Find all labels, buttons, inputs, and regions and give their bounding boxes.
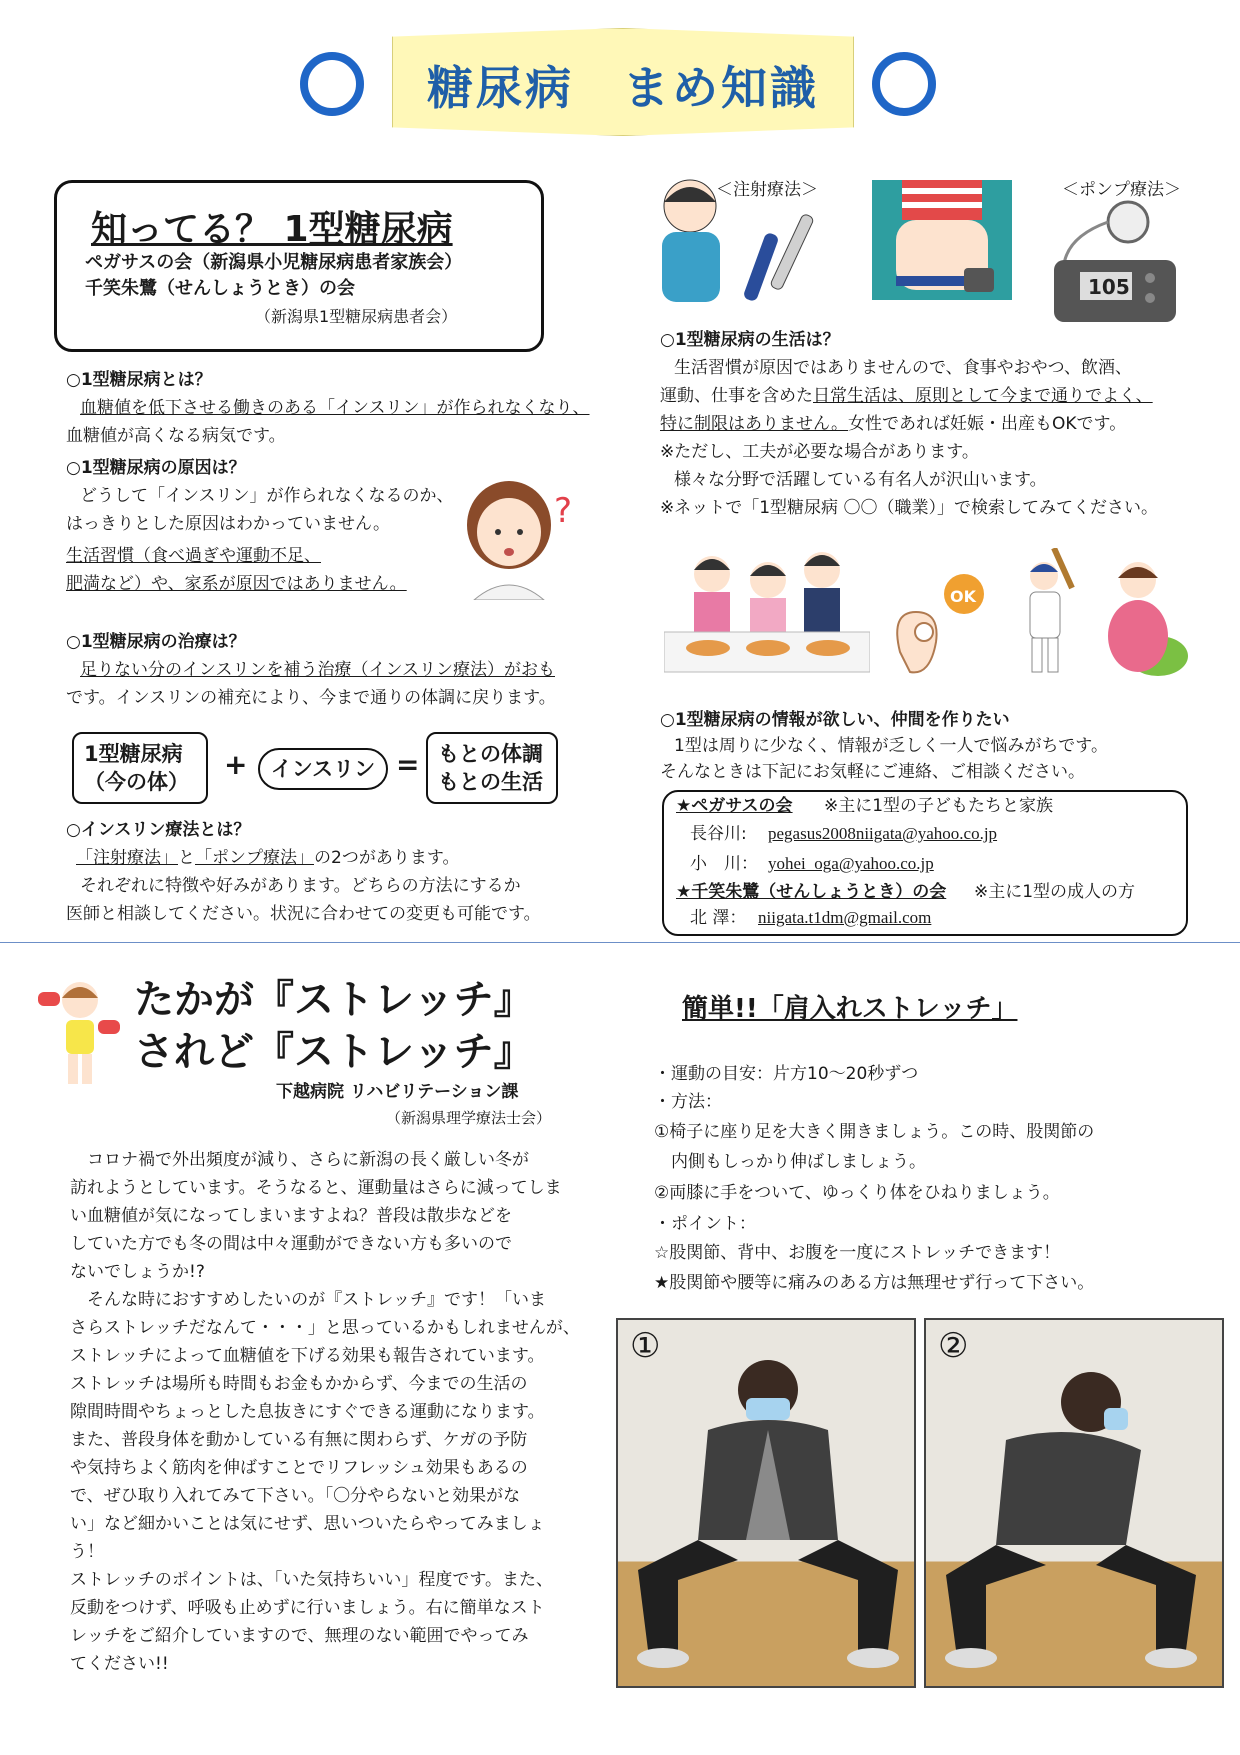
stretch-title-1: たかが『ストレッチ』 [134,977,534,1023]
stretch-author: 下越病院 リハビリテーション課 [276,1082,519,1102]
insulin-therapy-line2: それぞれに特徴や好みがあります。どちらの方法にするか [80,876,521,896]
page-title: 糖尿病 まめ知識 [427,61,819,115]
cause-line4: 肥満など）や、家系が原因ではありません。 [66,574,407,594]
intro-box [54,180,544,352]
what-heading: ○1型糖尿病とは？ [66,370,212,390]
hasegawa-label: 長谷川: [690,824,747,844]
injection-therapy-term: 「注射療法」 [76,848,178,868]
step-line: ★股関節や腰等に痛みのある方は無理せず行って下さい。 [654,1273,1095,1293]
stretch-line: い」など細かいことは気にせず、思いついたらやってみましょ [70,1514,545,1534]
shoulder-stretch-steps [654,1060,1214,1298]
stretch-line: ないでしょうか!? [70,1262,205,1282]
cause-line3: 生活習慣（食べ過ぎや運動不足、 [66,546,321,566]
info-heading: ○1型糖尿病の情報が欲しい、仲間を作りたい [660,710,1010,730]
life-line6: ※ネットで「1型糖尿病 〇〇（職業）」で検索してみてください。 [660,498,1158,518]
ogawa-email-link[interactable]: yohei_oga@yahoo.co.jp [768,854,934,873]
info-line1: 1型は周りに少なく、情報が乏しく一人で悩みがちです。 [674,736,1108,756]
stretch-line: 反動をつけず、呼吸も止めずに行いましょう。右に簡単なスト [70,1598,545,1618]
pregnant-woman-illustration [1098,556,1188,676]
step-line: ・方法： [654,1092,722,1112]
stretch-line: 隙間時間やちょっとした息抜きにすぐできる運動になります。 [70,1402,545,1422]
senshou-name: ★千笑朱鷺（せんしょうとき）の会 [676,882,947,902]
insulin-therapy-line1 [76,844,459,872]
life-line3 [660,410,1126,438]
question-mark-icon: ? [554,491,573,531]
baseball-player-illustration [1014,548,1078,678]
stretch-line: また、普段身体を動かしている有無に関わらず、ケガの予防 [70,1430,528,1450]
insulin-therapy-line3: 医師と相談してください。状況に合わせての変更も可能です。 [66,904,541,924]
photo-1-number: ① [630,1326,661,1366]
dumbbell-woman-illustration [36,972,122,1088]
info-line2: そんなときは下記にお気軽にご連絡、ご相談ください。 [660,762,1085,782]
equation-left-box: 1型糖尿病 （今の体） [72,732,208,804]
left-circle-ornament [300,52,364,116]
life-line2-b: 日常生活は、原則として今まで通りでよく、 [813,386,1153,406]
right-circle-ornament [872,52,936,116]
what-line1 [80,394,590,422]
stretch-body [70,1146,590,1678]
stretch-photo-1 [616,1318,916,1688]
stretch-line: そんな時におすすめしたいのが『ストレッチ』です！「いま [70,1290,546,1310]
seated-person-figure-2 [926,1320,1224,1688]
pump-belly-illustration [872,180,1012,300]
pegasus-note: ※主に1型の子どもたちと家族 [824,796,1054,816]
life-line5: 様々な分野で活躍している有名人が沢山います。 [674,470,1047,490]
stretch-line: てください!! [70,1654,169,1674]
hasegawa-email-link[interactable]: pegasus2008niigata@yahoo.co.jp [768,824,998,843]
conjunction: と [178,848,195,868]
cause-line1: どうして「インスリン」が作られなくなるのか、 [80,486,454,506]
life-line3-a: 特に制限はありません。 [660,414,849,434]
seated-person-figure-1 [618,1320,916,1688]
family-dining-illustration [664,540,870,690]
stretch-line: レッチをご紹介していますので、無理のない範囲でやってみ [70,1626,529,1646]
insulin-pump-device [1044,200,1180,326]
equation-insulin-pill: インスリン [258,748,388,790]
section-divider [0,942,1240,943]
life-line2 [660,382,1153,410]
stretch-title-2: されど『ストレッチ』 [134,1029,534,1075]
equation-plus: + [224,748,248,781]
pump-label: ＜ポンプ療法＞ [1062,180,1181,200]
stretch-line: や気持ちよく筋肉を伸ばすことでリフレッシュ効果もあるの [70,1458,528,1478]
life-line3-b: 女性であれば妊娠・出産もOKです。 [848,414,1127,434]
stretch-line: さらストレッチだなんて・・・」と思っているかもしれませんが、 [70,1318,580,1338]
stretch-author-sub: （新潟県理学療法士会） [386,1109,552,1127]
stretch-line: い血糖値が気になってしまいますよね？普段は散歩などを [70,1206,512,1226]
thinking-woman-illustration [454,470,584,600]
life-line1: 生活習慣が原因ではありませんので、食事やおやつ、飲酒、 [674,358,1132,378]
pegasus-name: ★ペガサスの会 [676,796,793,816]
life-line4: ※ただし、工夫が必要な場合があります。 [660,442,979,462]
stretch-line: ストレッチは場所も時間もお金もかからず、今までの生活の [70,1374,528,1394]
step-line: ①椅子に座り足を大きく開きましょう。この時、股関節の [654,1122,1095,1142]
step-line: ②両膝に手をついて、ゆっくり体をひねりましょう。 [654,1183,1060,1203]
kitazawa-email-link[interactable]: niigata.t1dm@gmail.com [758,908,932,927]
stretch-photo-2 [924,1318,1224,1688]
intro-org2-sub: （新潟県1型糖尿病患者会） [255,307,458,326]
equation-right-box: もとの体調 もとの生活 [426,732,558,804]
what-line2: 血糖値が高くなる病気です。 [66,426,286,446]
equation-equals: = [396,748,420,781]
treatment-line1: 足りない分のインスリンを補う治療（インスリン療法）がおも [80,660,555,680]
intro-org2: 千笑朱鷺（せんしょうとき）の会 [85,278,355,299]
step-line: ☆股関節、背中、お腹を一度にストレッチできます！ [654,1243,1061,1263]
ok-hand-illustration [880,572,992,682]
intro-org1: ペガサスの会（新潟県小児糖尿病患者家族会） [85,252,463,273]
stretch-line: う！ [70,1542,104,1562]
step-line: 内側もしっかり伸ばしましょう。 [654,1152,926,1172]
photo-2-number: ② [938,1326,969,1366]
injection-label: ＜注射療法＞ [716,180,818,200]
pump-display-value: 105 [1088,275,1130,299]
stretch-line: ストレッチのポイントは、「いた気持ちいい」程度です。また、 [70,1570,553,1590]
stretch-line: ストレッチによって血糖値を下げる効果も報告されています。 [70,1346,545,1366]
ok-badge-text: OK [950,587,976,606]
cause-heading: ○1型糖尿病の原因は？ [66,458,246,478]
stretch-line: 訪れようとしています。そうなると、運動量はさらに減ってしま [70,1178,562,1198]
insulin-therapy-heading: ○インスリン療法とは？ [66,820,251,840]
treatment-heading: ○1型糖尿病の治療は？ [66,632,246,652]
injection-illustration [648,172,848,312]
kitazawa-label: 北 澤： [690,908,747,928]
treatment-line2: です。インスリンの補充により、今まで通りの体調に戻ります。 [66,688,556,708]
step-line: ・運動の目安：片方10～20秒ずつ [654,1064,919,1084]
step-line: ・ポイント： [654,1214,756,1234]
life-line2-a: 運動、仕事を含めた [660,386,813,406]
shoulder-stretch-title: 簡単!!「肩入れストレッチ」 [682,994,1018,1024]
stretch-line: していた方でも冬の間は中々運動ができない方も多いので [70,1234,512,1254]
cause-line2: はっきりとした原因はわかっていません。 [66,514,391,534]
stretch-line: コロナ禍で外出頻度が減り、さらに新潟の長く厳しい冬が [70,1150,529,1170]
what-line1-text: 血糖値を低下させる働きのある「インスリン」が作られなくなり、 [80,398,590,418]
intro-heading: 知ってる？ 1型糖尿病 [91,209,453,250]
insulin-therapy-line1-tail: の2つがあります。 [314,848,460,868]
life-heading: ○1型糖尿病の生活は？ [660,330,840,350]
pump-therapy-term: 「ポンプ療法」 [195,848,314,868]
senshou-note: ※主に1型の成人の方 [974,882,1136,902]
stretch-line: で、ぜひ取り入れてみて下さい。「〇分やらないと効果がな [70,1486,521,1506]
ogawa-label: 小 川： [690,854,758,874]
